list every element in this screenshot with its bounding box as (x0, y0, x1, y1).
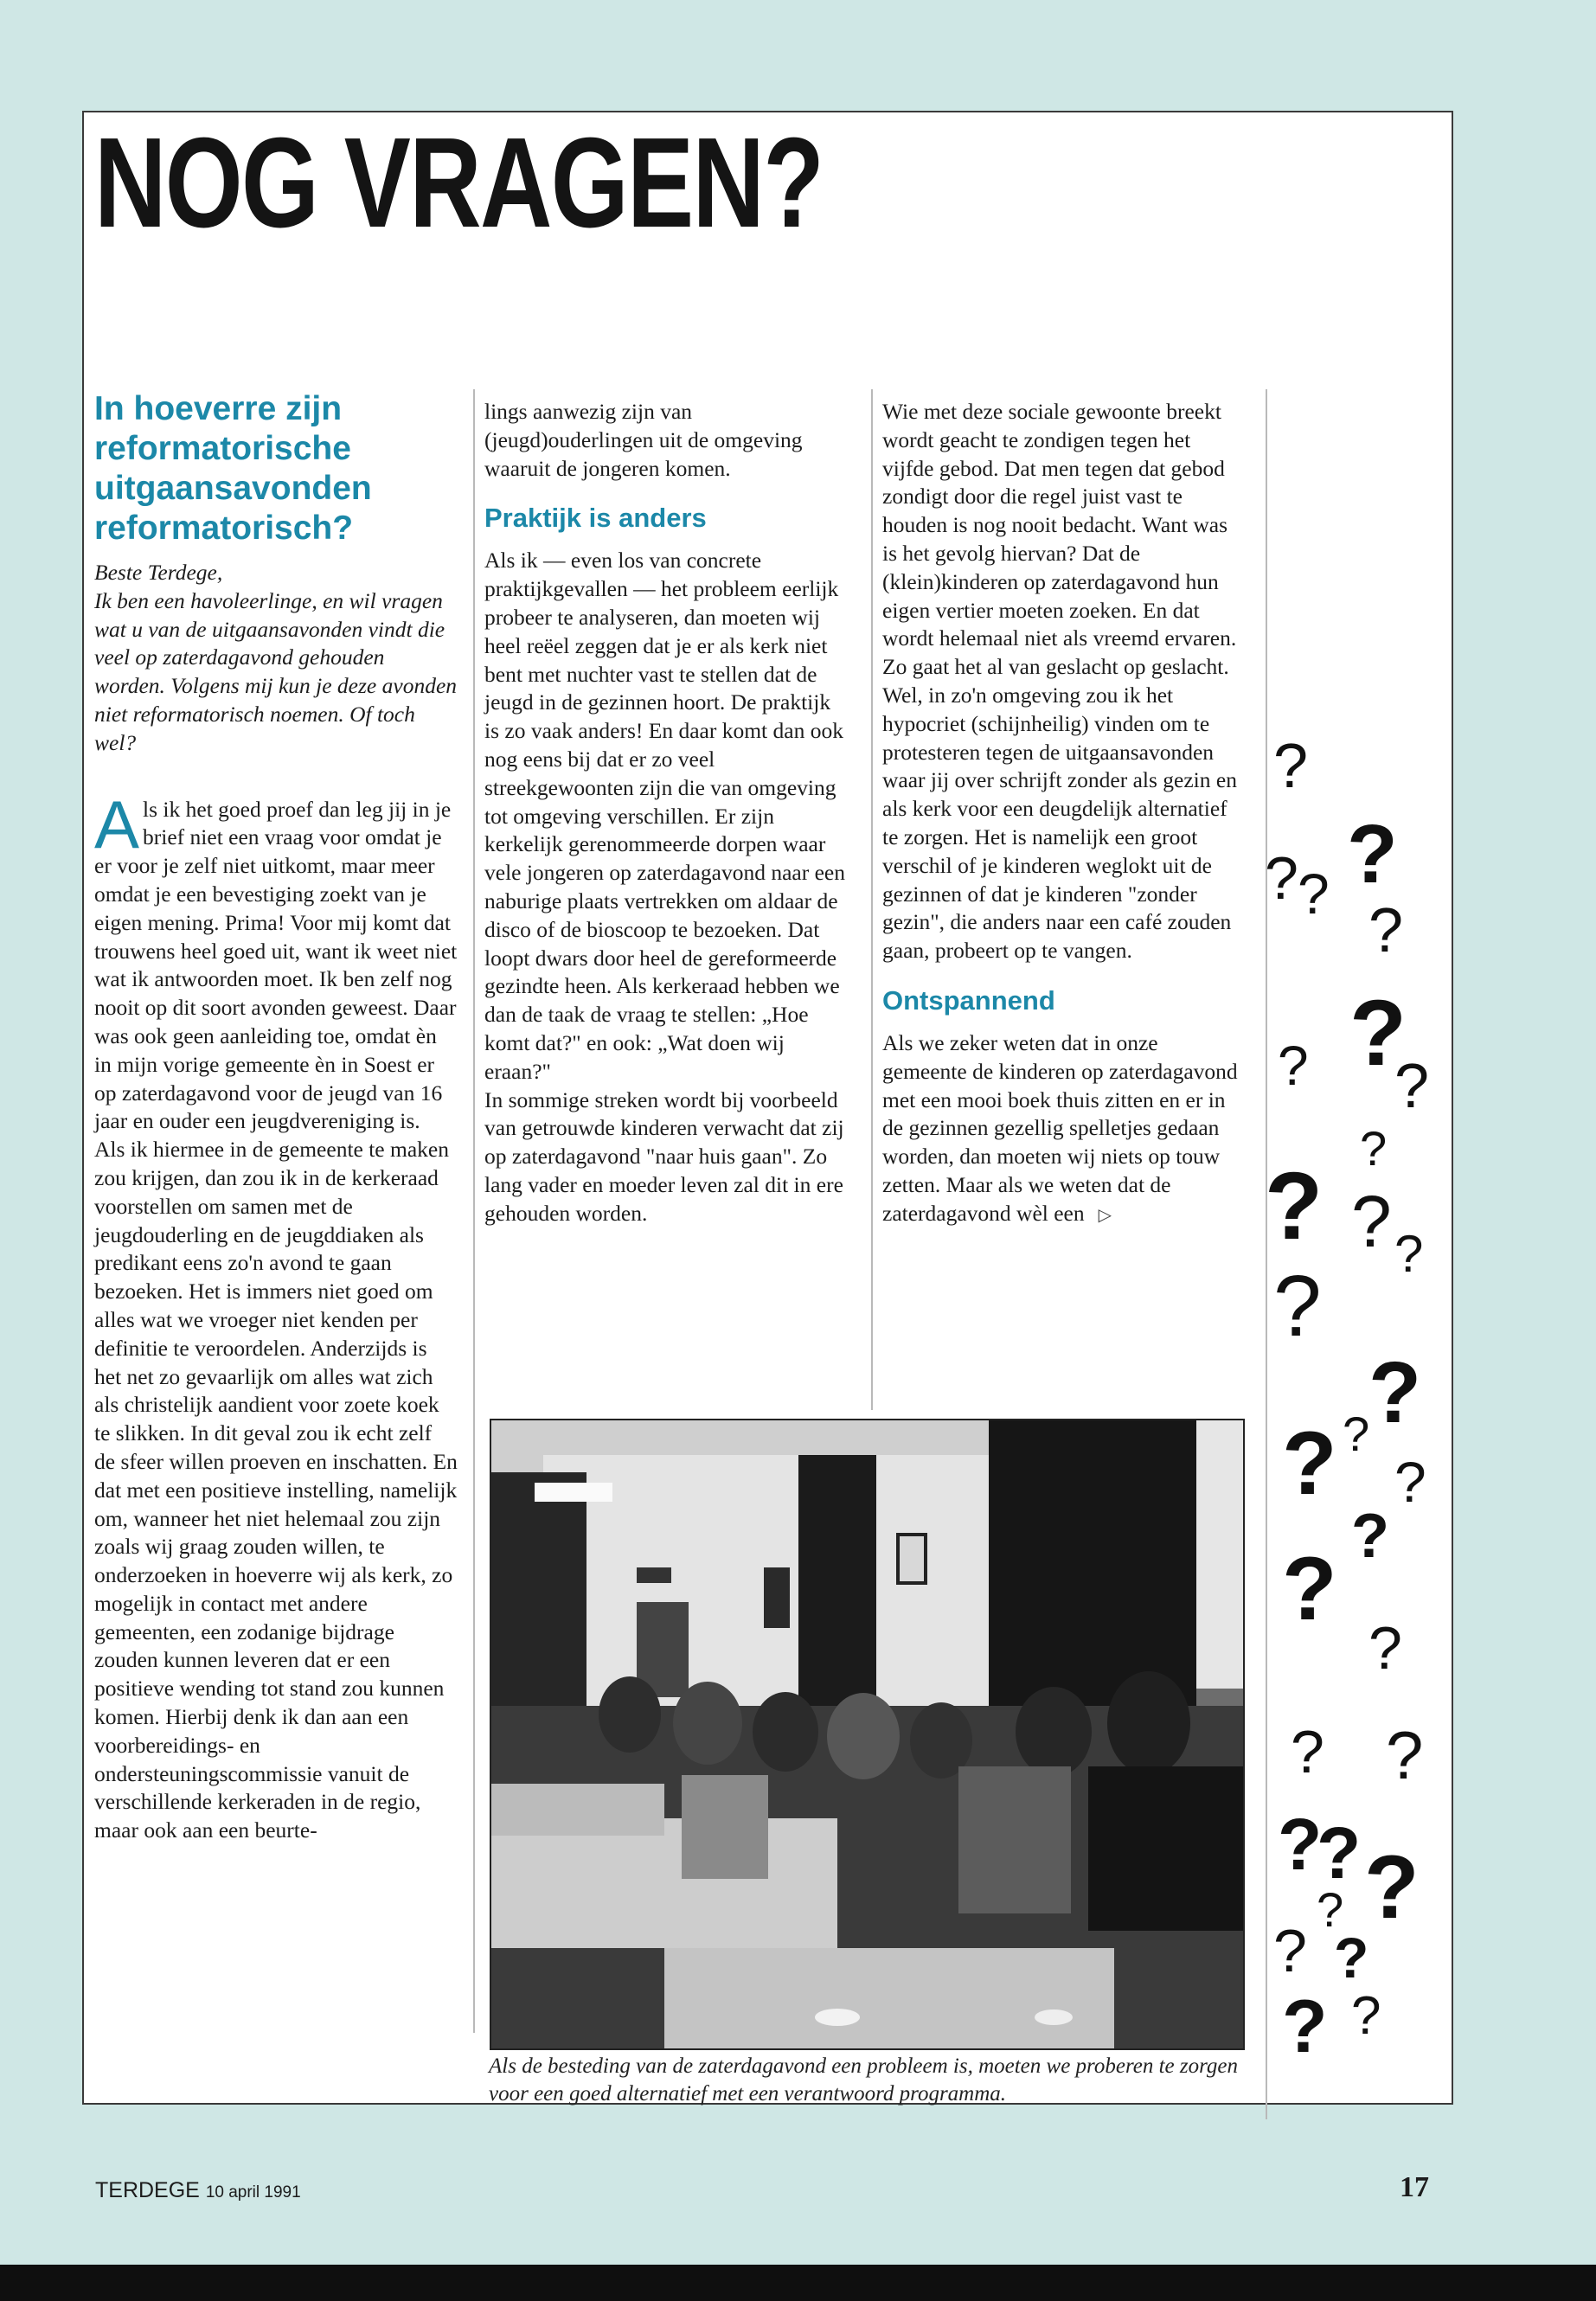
column-2 (484, 398, 848, 1228)
answer-col3-body: Als we zeker weten dat in onze gemeente de kinderen op zaterdagavond met een mooi boek thuis zitten en er in de gezinnen gezellig spelletjes gedaan worden, dan moeten wij niets op touw zetten. Maar als we weten dat de zaterdagavond wèl een ▷ (882, 1029, 1238, 1226)
question-heading: In hoeverre zijn reformatorische uitgaansavonden reformatorisch? (94, 390, 372, 547)
magazine-name: TERDEGE (95, 2178, 200, 2202)
question-mark-icon: ? (1273, 1258, 1322, 1355)
photo-caption: Als de besteding van de zaterdagavond een probleem is, moeten we proberen te zorgen voor een goed alternatief met een verantwoord programma. (489, 2054, 1239, 2106)
footer-magazine (95, 2178, 301, 2203)
drop-cap: A (94, 785, 140, 862)
column-rule-2 (871, 389, 873, 1410)
question-mark-icon: ? (1317, 1812, 1362, 1894)
question-mark-icon: ? (1368, 1614, 1402, 1682)
question-mark-icon: ? (1282, 1985, 1328, 2068)
column-3 (882, 398, 1246, 1230)
page-title: NOG VRAGEN? (94, 112, 824, 254)
continue-arrow-icon: ▷ (1098, 1205, 1112, 1225)
question-mark-icon: ? (1278, 1035, 1309, 1097)
issue-date: 10 april 1991 (205, 2183, 301, 2202)
answer-col2-top: lings aanwezig zijn van (jeugd)ouderlingen uit de omgeving waaruit de jongeren komen. (484, 399, 803, 481)
column-rule-1 (473, 389, 475, 2033)
question-mark-icon: ? (1278, 1804, 1323, 1885)
question-mark-icon: ? (1349, 980, 1407, 1085)
question-mark-icon: ? (1298, 862, 1330, 926)
question-mark-icon: ? (1394, 1450, 1426, 1514)
question-mark-icon: ? (1394, 1052, 1430, 1121)
answer-col1-body: ls ik het goed proef dan leg jij in je brief niet een vraag voor omdat je er voor je zelf niet uitkomt, maar meer omdat je een bevestiging zoekt van je eigen mening. Prima! Voor mij komt dat trouwens heel goed uit, want ik weet niet wat ik antwoorden moet. Ik ben zelf nog nooit op dit soort avonden geweest. Daar was ook geen aanleiding toe, omdat èn in mijn vorige gemeente èn in Soest er op zaterdagavond voor de jeugd van 16 jaar en ouder een jeugdvereniging is. Als ik hiermee in de gemeente te maken zou krijgen, dan zou ik in de kerkeraad voorstellen om samen met de jeugdouderling en de jeugddiaken als predikant eens zo'n avond te gaan bezoeken. Het is immers niet goed om alles wat we vroeger niet kenden per definitie te veroordelen. Anderzijds is het net zo gevaarlijk om alles wat zich als christelijk aandient voor zoete koek te slikken. In dit geval zou ik echt zelf de sfeer willen proeven en inschatten. En dat met een positieve instelling, namelijk om, wanneer het niet helemaal zou zijn zoals wij graag zouden willen, te onderzoeken in hoeverre wij als kerk, zo mogelijk in contact met andere gemeenten, een zodanige bijdrage zouden kunnen leveren dat er een positieve wending tot stand zou kunnen komen. Hierbij denk ik dan aan een voorbereidings- en ondersteuningscommissie vanuit de verschillende kerkeraden in de regio, maar ook aan een beurte- (94, 796, 458, 1843)
question-mark-icon: ? (1265, 844, 1298, 912)
page-number: 17 (1400, 2171, 1429, 2203)
question-mark-icon: ? (1334, 1926, 1369, 1990)
question-mark-icon: ? (1386, 1717, 1424, 1793)
question-mark-icon: ? (1364, 1837, 1420, 1938)
reader-letter: Beste Terdege, Ik ben een havoleerlinge, en wil vragen wat u van de uitgaansavonden vindt die veel op zaterdagavond gehouden worden. Volgens mij kun je deze avonden niet reformatorisch noemen. Of toch wel? (94, 560, 458, 755)
question-mark-icon: ? (1394, 1225, 1424, 1283)
question-mark-icon: ? (1360, 1121, 1388, 1176)
question-marks-decoration (1265, 631, 1524, 2102)
subheading-praktijk: Praktijk is anders (484, 503, 707, 534)
question-mark-icon: ? (1282, 1539, 1337, 1639)
question-mark-icon: ? (1368, 1344, 1422, 1441)
question-mark-icon: ? (1351, 1181, 1392, 1262)
question-mark-icon: ? (1368, 896, 1404, 965)
question-mark-icon: ? (1265, 1153, 1324, 1259)
question-mark-icon: ? (1317, 1882, 1344, 1937)
question-mark-icon: ? (1273, 732, 1309, 801)
question-mark-icon: ? (1347, 808, 1398, 901)
subheading-ontspannend: Ontspannend (882, 984, 1055, 1016)
magazine-page (82, 111, 1453, 2105)
question-mark-icon: ? (1282, 1413, 1337, 1514)
question-mark-icon: ? (1351, 1502, 1389, 1571)
answer-col3-top: Wie met deze sociale gewoonte breekt wordt geacht te zondigen tegen het vijfde gebod. Dat men tegen dat gebod zondigt door die regel juist vast te houden is nog nooit bedacht. Want was is het gevolg hiervan? Dat de (klein)kinderen op zaterdagavond hun eigen vertier moeten zoeken. En dat wordt helemaal niet als vreemd ervaren. Zo gaat het al van geslacht op geslacht. Wel, in zo'n omgeving zou ik het hypocriet (schijnheilig) vinden om te protesteren tegen de uitgaansavonden waar jij over schrijft zonder als gezin en als kerk voor een deugdelijk alternatief te zorgen. Het is namelijk een groot verschil of je kinderen weglokt uit de gezinnen of dat je kinderen "zonder gezin", die anders naar een café zouden gaan, probeert op te vangen. (882, 399, 1237, 964)
photo-youth-evening (490, 1419, 1245, 2050)
question-mark-icon: ? (1343, 1407, 1370, 1461)
question-mark-icon: ? (1291, 1718, 1324, 1785)
scan-bottom-edge (0, 2265, 1596, 2301)
question-mark-icon: ? (1273, 1917, 1307, 1984)
answer-col2-body: Als ik — even los van concrete praktijkgevallen — het probleem eerlijk probeer te analyseren, dan moeten wij heel reëel zeggen dat je er als kerk niet bent met nuchter vast te stellen dat de jeugd in de gezinnen hoort. De praktijk is zo vaak anders! En daar komt dan ook nog eens bij dat er zo veel streekgewoonten zijn die van omgeving tot omgeving verschillen. Er zijn kerkelijk gerenommeerde dorpen waar vele jongeren op zaterdagavond naar een naburige plaats vertrekken om aldaar de disco of de bioscoop te bezoeken. Dat loopt dwars door heel de gereformeerde gezindte heen. Als kerkeraad hebben we dan de taak de vraag te stellen: „Hoe komt dat?" en ook: „Wat doen wij eraan?" In sommige streken wordt bij voorbeeld van getrouwde kinderen verwacht dat zij op zaterdagavond "naar huis gaan". Zo lang vader en moeder leven zal dit in ere gehouden worden. (484, 548, 845, 1226)
column-1 (94, 389, 458, 1845)
question-mark-icon: ? (1351, 1986, 1381, 2046)
answer-text-col1 (94, 785, 458, 1845)
